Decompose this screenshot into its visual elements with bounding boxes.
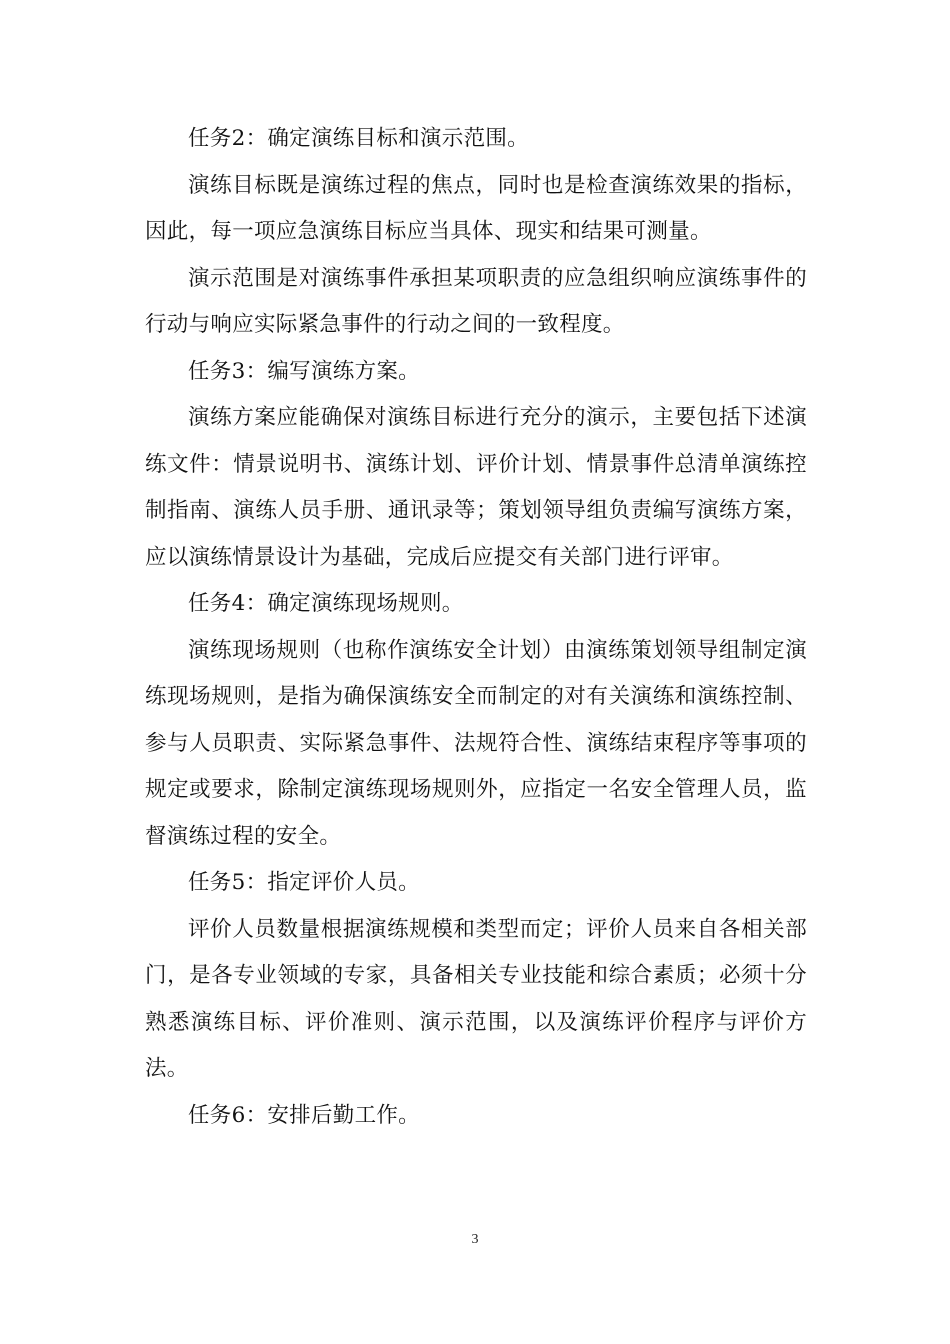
page-number: 3: [471, 1232, 479, 1247]
paragraph-evaluators: 评价人员数量根据演练规模和类型而定；评价人员来自各相关部门，是各专业领域的专家，具备相关专业技能和综合素质；必须十分熟悉演练目标、评价准则、演示范围，以及演练评价程序与评价方法。: [145, 916, 807, 1081]
task-6-heading: 任务6：安排后勤工作。: [188, 1102, 420, 1128]
paragraph-site-rules: 演练现场规则（也称作演练安全计划）由演练策划领导组制定演练现场规则，是指为确保演练安全而制定的对有关演练和演练控制、参与人员职责、实际紧急事件、法规符合性、演练结束程序等事项的规定或要求，除制定演练现场规则外，应指定一名安全管理人员，监督演练过程的安全。: [145, 637, 807, 849]
task-3-heading: 任务3：编写演练方案。: [188, 358, 420, 384]
document-body: [145, 116, 807, 1139]
paragraph-demonstration-scope: 演示范围是对演练事件承担某项职责的应急组织响应演练事件的行动与响应实际紧急事件的行动之间的一致程度。: [145, 265, 807, 337]
paragraph-exercise-objectives: 演练目标既是演练过程的焦点，同时也是检查演练效果的指标，因此，每一项应急演练目标应当具体、现实和结果可测量。: [145, 172, 807, 244]
paragraph-exercise-plan: 演练方案应能确保对演练目标进行充分的演示，主要包括下述演练文件：情景说明书、演练计划、评价计划、情景事件总清单演练控制指南、演练人员手册、通讯录等；策划领导组负责编写演练方案，应以演练情景设计为基础，完成后应提交有关部门进行评审。: [145, 405, 807, 570]
task-2-heading: 任务2：确定演练目标和演示范围。: [188, 126, 529, 151]
task-5-heading: 任务5：指定评价人员。: [188, 870, 420, 895]
task-4-heading: 任务4：确定演练现场规则。: [188, 591, 464, 616]
